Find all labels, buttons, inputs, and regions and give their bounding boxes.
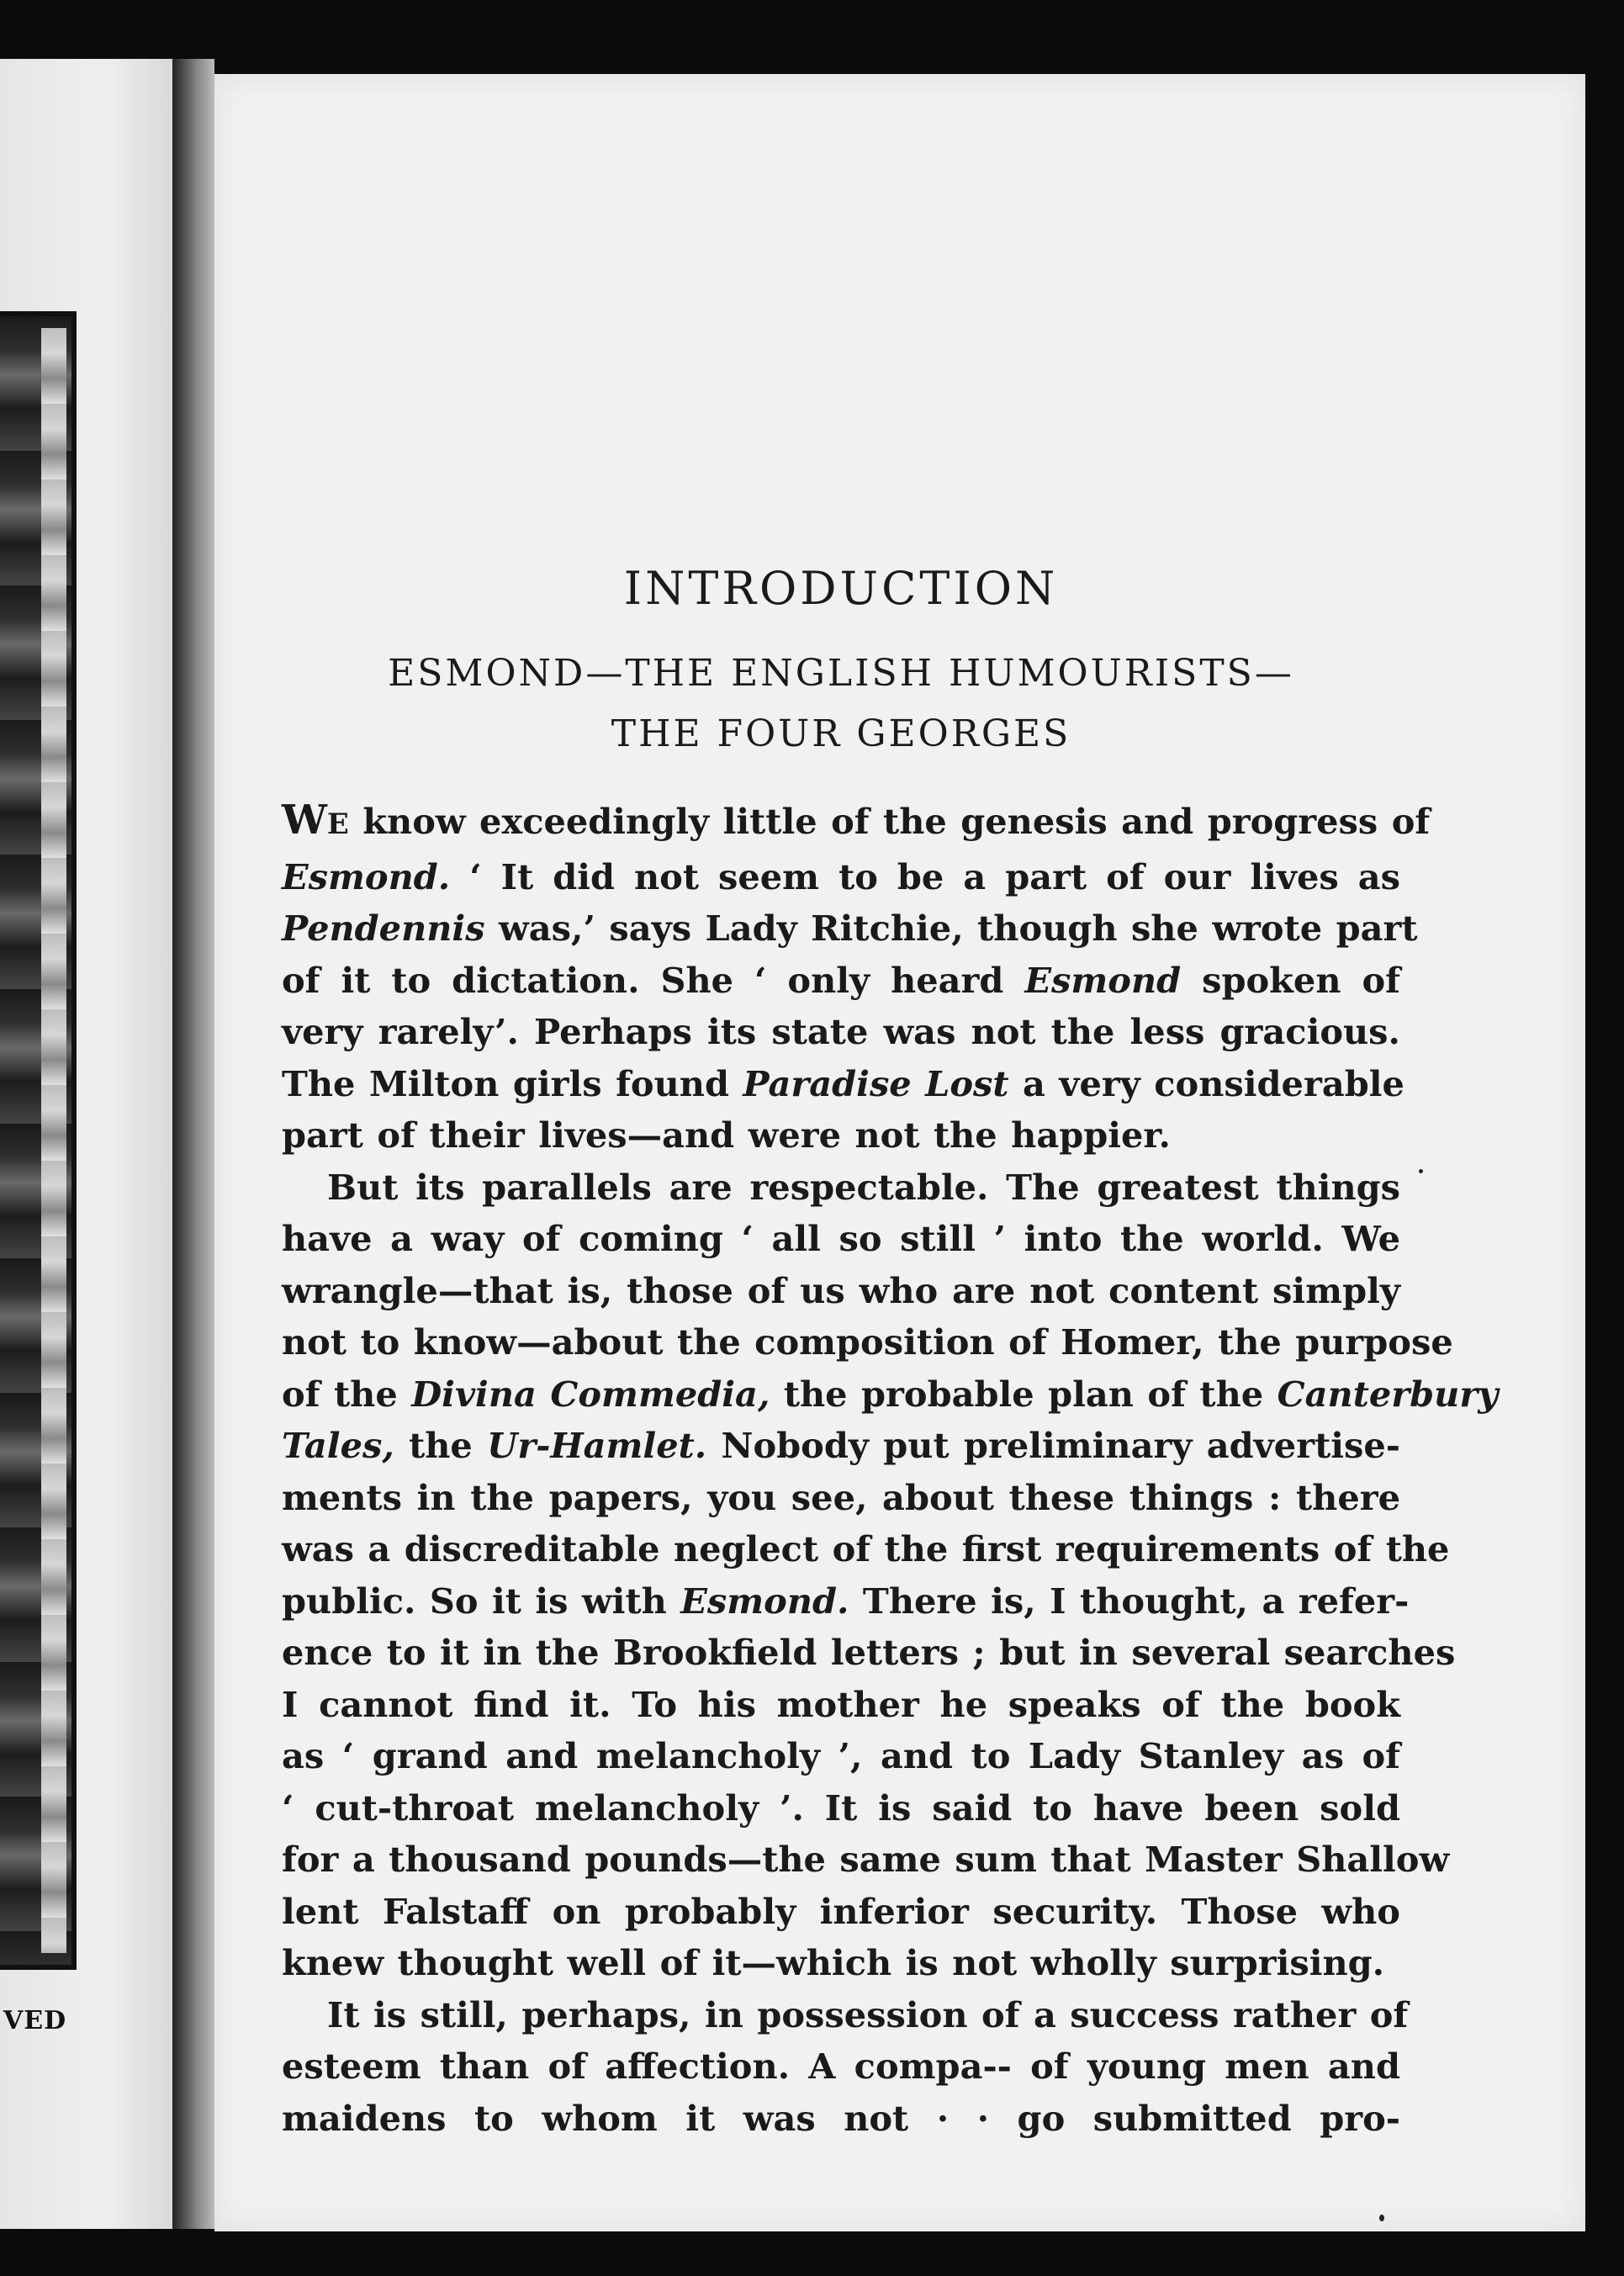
page-title: INTRODUCTION xyxy=(623,562,1059,615)
line-text: ence to it in the Brookfield letters ; but in several searches xyxy=(282,1632,1456,1673)
text-line xyxy=(282,1523,1450,1575)
book-page xyxy=(214,74,1585,2231)
line-text: not to know—about the composition of Homer, the purpose xyxy=(282,1321,1453,1363)
line-text: knew thought well of it—which is not wholly surprising. xyxy=(282,1942,1385,1983)
small-caps-letter: E xyxy=(326,807,349,841)
right-scan-border xyxy=(1585,67,1624,2254)
line-text: the xyxy=(394,1425,488,1466)
line-text: There is, I thought, a refer- xyxy=(849,1580,1410,1622)
paragraph xyxy=(282,1162,1499,1989)
facing-page-illustration xyxy=(0,311,77,1970)
text-line xyxy=(282,1627,1456,1679)
line-text: It is still, perhaps, in possession of a success rather of xyxy=(327,1993,1409,2035)
text-line xyxy=(282,1420,1400,1472)
text-line xyxy=(282,795,1431,851)
text-line xyxy=(282,1109,1400,1162)
line-text: The Milton girls found xyxy=(282,1062,743,1104)
line-text: of it to dictation. She ‘ only heard xyxy=(282,959,1025,1001)
text-line xyxy=(282,1834,1450,1886)
italic-title: Divina Commedia, xyxy=(411,1373,770,1415)
line-text: the probable plan of the xyxy=(770,1373,1278,1415)
text-line xyxy=(282,2040,1400,2093)
line-text: Nobody put preliminary advertise- xyxy=(706,1425,1400,1466)
book-gutter xyxy=(172,59,214,2229)
text-line xyxy=(282,902,1418,955)
line-text: wrangle—that is, those of us who are not content simply xyxy=(282,1269,1400,1311)
text-line xyxy=(282,1058,1404,1110)
text-line xyxy=(282,1679,1400,1731)
text-line xyxy=(282,1006,1400,1058)
text-line xyxy=(282,1472,1400,1524)
line-text: know exceedingly little of the genesis and progress of xyxy=(348,801,1431,842)
line-text: have a way of coming ‘ all so still ’ into the world. We xyxy=(282,1218,1400,1259)
line-text: was,’ says Lady Ritchie, though she wrote part xyxy=(484,908,1418,949)
line-text: But its parallels are respectable. The greatest things xyxy=(327,1166,1400,1208)
text-line xyxy=(282,955,1400,1007)
facing-page-edge xyxy=(0,59,172,2229)
text-line xyxy=(282,1316,1453,1368)
text-line xyxy=(282,1782,1400,1834)
line-text: of the xyxy=(282,1373,412,1415)
illustration-detail xyxy=(41,328,66,1953)
line-text: as ‘ grand and melancholy ’, and to Lady Stanley as of xyxy=(282,1735,1400,1776)
line-text: spoken of xyxy=(1181,959,1400,1001)
line-text: ments in the papers, you see, about these things : there xyxy=(282,1476,1400,1518)
subtitle-line-2: THE FOUR GEORGES xyxy=(611,712,1071,755)
text-line xyxy=(282,1368,1499,1421)
italic-title: Ur-Hamlet. xyxy=(487,1425,707,1466)
subtitle-line-1: ESMOND—THE ENGLISH HUMOURISTS— xyxy=(388,652,1294,695)
text-line xyxy=(282,1162,1400,1214)
page-subtitle xyxy=(282,643,1400,765)
text-line xyxy=(282,1730,1400,1782)
text-line xyxy=(282,1213,1400,1265)
scan-speck xyxy=(1419,1169,1423,1173)
line-text: very rarely’. Perhaps its state was not the less gracious. xyxy=(282,1011,1400,1052)
body-text xyxy=(282,795,1499,2144)
facing-page-caption: VED xyxy=(3,2006,67,2035)
page-content xyxy=(282,562,1499,2144)
text-line xyxy=(282,1989,1409,2041)
text-line xyxy=(282,1886,1400,1938)
line-text: part of their lives—and were not the happier. xyxy=(282,1114,1171,1156)
italic-title: Paradise Lost xyxy=(743,1062,1009,1104)
text-line xyxy=(282,2093,1400,2145)
italic-title: Tales, xyxy=(282,1425,394,1466)
line-text: ‘ cut-throat melancholy ’. It is said to have been sold xyxy=(282,1786,1400,1829)
small-caps-initial: W xyxy=(282,797,327,844)
text-line xyxy=(282,851,1400,903)
italic-title: Esmond xyxy=(1024,959,1182,1001)
italic-title: Esmond. xyxy=(282,855,451,897)
paragraph xyxy=(282,1989,1409,2145)
line-text: public. So it is with xyxy=(282,1580,681,1622)
text-line xyxy=(282,1937,1400,1989)
line-text: I cannot find it. To his mother he speaks of the book xyxy=(282,1683,1400,1725)
scan-speck xyxy=(1379,2215,1384,2221)
line-text: was a discreditable neglect of the first requirements of the xyxy=(282,1528,1450,1569)
line-text: ‘ It did not seem to be a part of our lives as xyxy=(450,855,1400,897)
line-text: maidens to whom it was not · · go submitted pro- xyxy=(282,2097,1400,2139)
text-line xyxy=(282,1575,1410,1628)
italic-title: Esmond. xyxy=(680,1580,849,1622)
paragraph xyxy=(282,795,1431,1162)
line-text: a very considerable xyxy=(1008,1062,1404,1104)
line-text: for a thousand pounds—the same sum that Master Shallow xyxy=(282,1839,1450,1880)
line-text: esteem than of affection. A compa‑‑ of young men and xyxy=(282,2046,1400,2087)
italic-title: Pendennis xyxy=(282,908,485,949)
text-line xyxy=(282,1265,1400,1317)
italic-title: Canterbury xyxy=(1277,1373,1499,1415)
line-text: lent Falstaff on probably inferior security. Those who xyxy=(282,1890,1400,1932)
